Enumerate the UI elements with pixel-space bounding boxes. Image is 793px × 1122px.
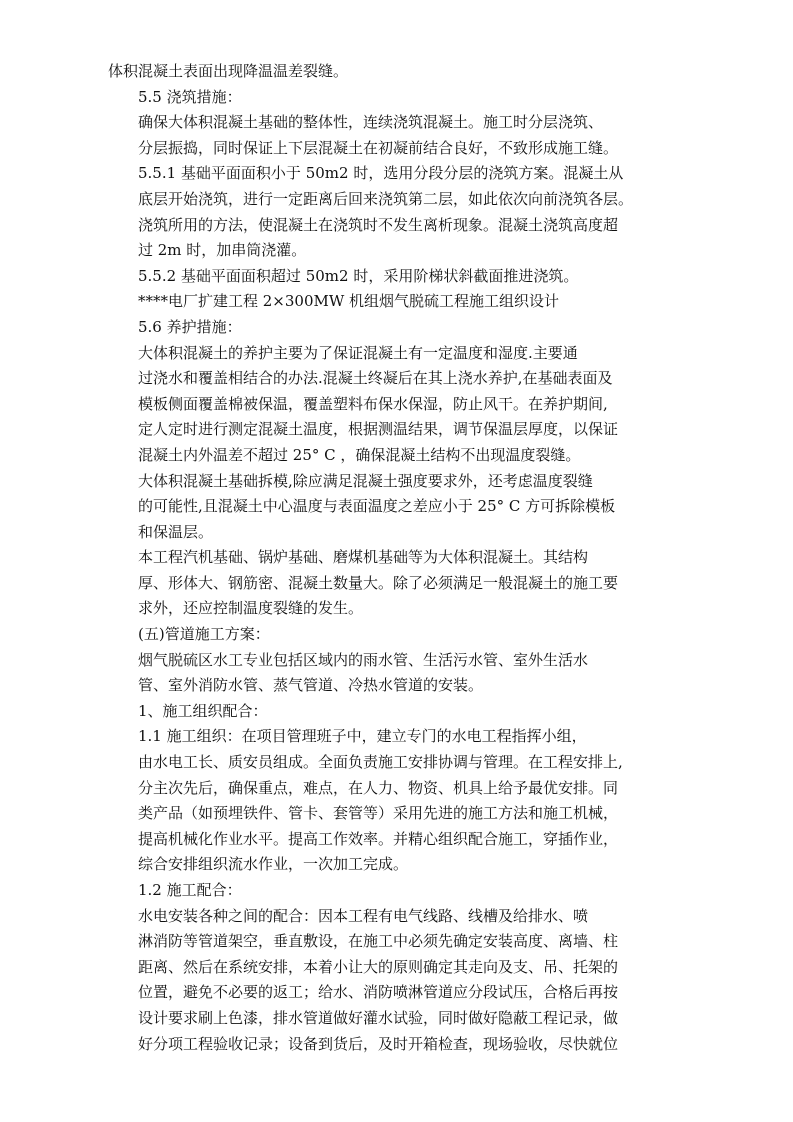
- text-line: 5.5.1 基础平面面积小于 50m2 时，选用分段分层的浇筑方案。混凝土从: [138, 164, 624, 183]
- section-heading: 1.2 施工配合：: [138, 881, 242, 899]
- text-line: 淋消防等管道架空，垂直敷设，在施工中必须先确定安装高度、离墙、柱: [138, 932, 619, 951]
- text-line: 模板侧面覆盖棉被保温，覆盖塑料布保水保湿，防止风干。在养护期间,: [138, 394, 608, 413]
- text-line: 位置，避免不必要的返工；给水、消防喷淋管道应分段试压，合格后再按: [138, 983, 619, 1002]
- text-line: 分层振捣，同时保证上下层混凝土在初凝前结合良好，不致形成施工缝。: [138, 138, 619, 157]
- text-line: 好分项工程验收记录；设备到货后，及时开箱检查，现场验收，尽快就位: [138, 1034, 619, 1053]
- text-line: 本工程汽机基础、锅炉基础、磨煤机基础等为大体积混凝土。其结构: [138, 548, 589, 567]
- text-line: 浇筑所用的方法，使混凝土在浇筑时不发生离析现象。混凝土浇筑高度超: [138, 215, 619, 234]
- text-line: 综合安排组织流水作业，一次加工完成。: [138, 855, 409, 874]
- text-line: 和保温层。: [138, 522, 214, 541]
- text-line: 混凝土内外温差不超过 25° C ，确保混凝土结构不出现温度裂缝。: [138, 445, 581, 464]
- text-line: 底层开始浇筑，进行一定距离后回来浇筑第二层，如此依次向前浇筑各层。: [138, 189, 634, 208]
- text-line: 过 2m 时，加串筒浇灌。: [138, 241, 307, 260]
- text-line: 过浇水和覆盖相结合的办法.混凝土终凝后在其上浇水养护,在基础表面及: [138, 369, 613, 388]
- text-line: 距离、然后在系统安排，本着小让大的原则确定其走向及支、吊、托架的: [138, 957, 619, 976]
- text-line: 类产品（如预埋铁件、管卡、套管等）采用先进的施工方法和施工机械，: [138, 804, 619, 823]
- text-line: 厚、形体大、钢筋密、混凝土数量大。除了必须满足一般混凝土的施工要: [138, 573, 619, 592]
- section-heading: (五)管道施工方案：: [138, 625, 270, 644]
- document-body: [0, 59, 793, 1057]
- text-line: 分主次先后，确保重点，难点，在人力、物资、机具上给予最优安排。同: [138, 778, 619, 797]
- text-line: 大体积混凝土的养护主要为了保证混凝土有一定温度和湿度.主要通: [138, 343, 578, 362]
- text-line: 1.1 施工组织：在项目管理班子中，建立专门的水电工程指挥小组，: [138, 727, 587, 746]
- section-heading: 1、施工组织配合：: [138, 701, 268, 720]
- document-title-line: ****电厂扩建工程 2×300MW 机组烟气脱硫工程施工组织设计: [138, 292, 560, 311]
- text-line: 体积混凝土表面出现降温温差裂缝。: [108, 62, 349, 80]
- section-heading: 5.6 养护措施：: [138, 317, 242, 336]
- text-line: 管、室外消防水管、蒸气管道、冷热水管道的安装。: [138, 676, 484, 695]
- text-line: 提高机械化作业水平。提高工作效率。并精心组织配合施工，穿插作业，: [138, 829, 619, 848]
- text-line: 烟气脱硫区水工专业包括区域内的雨水管、生活污水管、室外生活水: [138, 650, 589, 669]
- text-line: 求外，还应控制温度裂缝的发生。: [138, 599, 364, 618]
- text-line: 5.5.2 基础平面面积超过 50m2 时，采用阶梯状斜截面推进浇筑。: [138, 266, 579, 285]
- text-line: 水电安装各种之间的配合：因本工程有电气线路、线槽及给排水、喷: [138, 906, 589, 925]
- text-line: 设计要求刷上色漆，排水管道做好灌水试验，同时做好隐蔽工程记录，做: [138, 1008, 619, 1027]
- text-line: 确保大体积混凝土基础的整体性，连续浇筑混凝土。施工时分层浇筑、: [138, 113, 604, 132]
- text-line: 大体积混凝土基础拆模,除应满足混凝土强度要求外，还考虑温度裂缝: [138, 471, 593, 490]
- section-heading: 5.5 浇筑措施：: [138, 87, 242, 106]
- text-line: 由水电工长、质安员组成。全面负责施工安排协调与管理。在工程安排上,: [138, 753, 623, 772]
- text-line: 定人定时进行测定混凝土温度，根据测温结果，调节保温层厚度，以保证: [138, 420, 619, 439]
- text-line: 的可能性,且混凝土中心温度与表面温度之差应小于 25° C 方可拆除模板: [138, 497, 616, 516]
